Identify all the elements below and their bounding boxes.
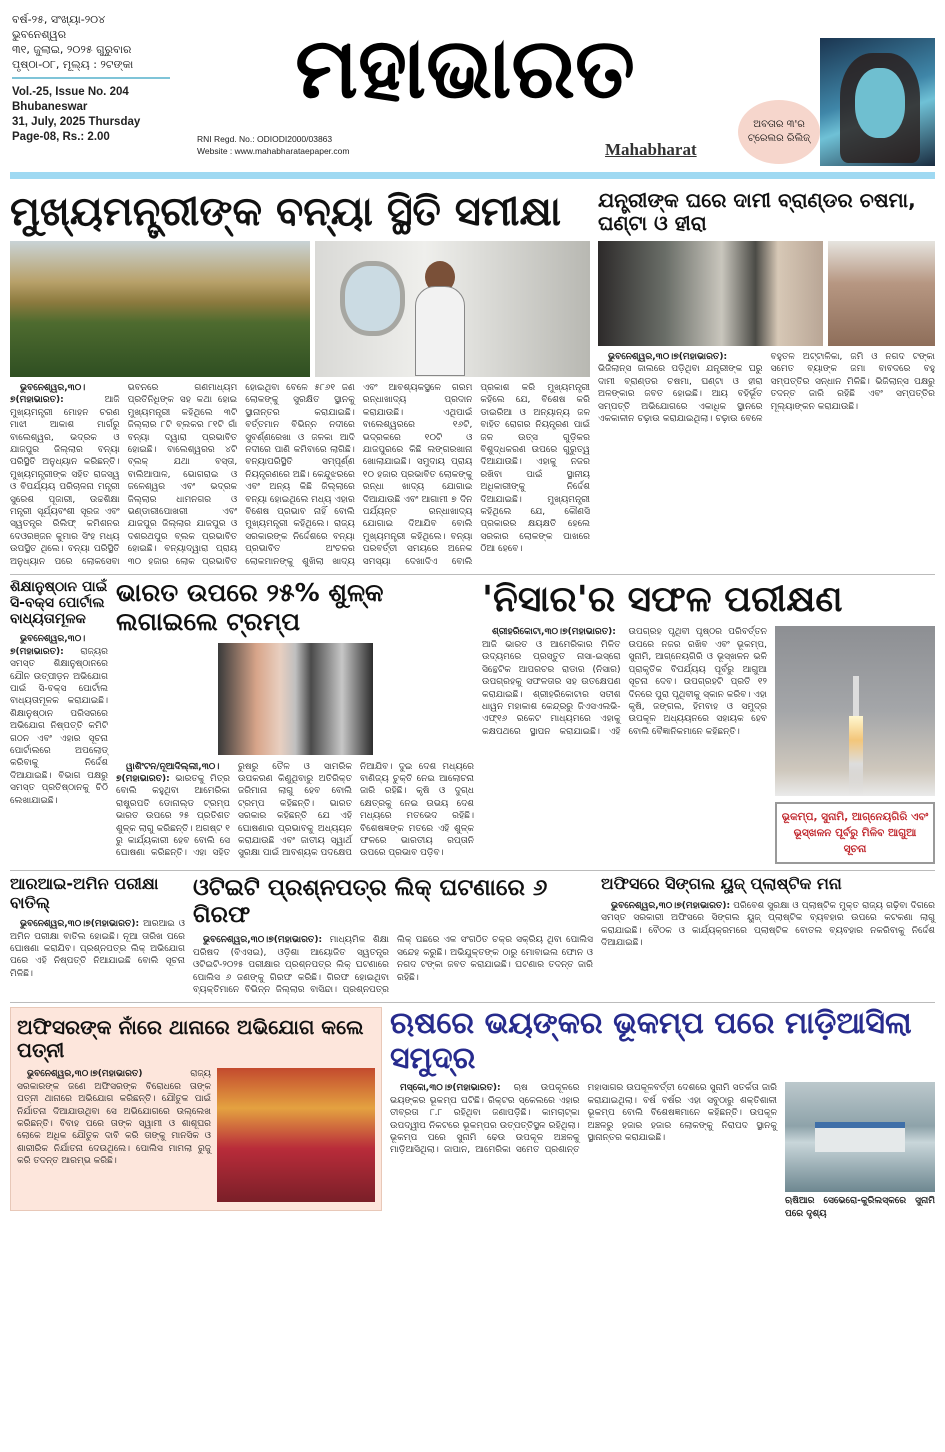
rti-exam-article [10, 875, 185, 980]
cbox-portal-body: ଭୁବନେଶ୍ୱର,୩୦।୭(ମହାଭାରତ): ରାଜ୍ୟର ସମସ୍ତ ଶିକ୍ଷାନୁଷ୍ଠାନରେ ଯୌନ ଉତ୍ପୀଡ଼ନ ଅଭିଯୋଗ ପାଇଁ ସି-ବକ୍ସ ପୋର୍ଟାଲ ବାଧ୍ୟତାମୂଳକ କରାଯାଇଛି। ଶିକ୍ଷାନୁଷ୍ଠାନ ପରିସରରେ ଅଭିଯୋଗ ନିଷ୍ପତ୍ତି କମିଟି ଗଠନ ଏବଂ ଏହାର ସୂଚନା ପୋର୍ଟାଲରେ ଅପଲୋଡ୍ କରିବାକୁ ନିର୍ଦ୍ଦେଶ ଦିଆଯାଇଛି। ବିଭାଗ ପକ୍ଷରୁ ସମସ୍ତ ପ୍ରତିଷ୍ଠାନକୁ ଚିଠି ଲେଖାଯାଇଛି। [10, 634, 108, 806]
row-top-stories [10, 185, 935, 575]
headline-minister-raid: ଯନ୍ତ୍ରୀଙ୍କ ଘରେ ଦାମୀ ବ୍ରାଣ୍ଡର ଚଷମା, ଘଣ୍ଟା ଓ ହୀରା [598, 188, 916, 235]
english-name: Mahabharat [605, 140, 697, 159]
row-brief-stories [10, 871, 935, 1003]
nisar-body-left: ଶ୍ରୀହରିକୋଟା,୩୦।୭(ମହାଭାରତ): ଆଜି ଭାରତ ଓ ଆମେରିକାର ମିଳିତ ଉଦ୍ୟମରେ ପ୍ରସ୍ତୁତ ନାସା-ଇସ୍ରୋ ସିନ୍ଥେଟିକ ଆପରଚର ରାଡାର (ନିସାର) ଉପଗ୍ରହକୁ ସଫଳତାର ସହ ଉତକ୍ଷେପଣ କରାଯାଇଛି। ଶ୍ରୀହରିକୋଟାର ସତୀଶ ଧାୱନ ମହାକାଶ କେନ୍ଦ୍ରରୁ ଜିଏସଏଲଭି-ଏଫ୍୧୬ ରକେଟ ମାଧ୍ୟମରେ ଏହାକୁ କକ୍ଷପଥରେ ସ୍ଥାପନ କରାଯାଇଛି। ଏହି ଉପଗ୍ରହ ପୃଥିବୀ ପୃଷ୍ଠର ପରିବର୍ତ୍ତନ ଉପରେ ନଜର ରଖିବ ଏବଂ ଭୂକମ୍ପ, ସୁନାମି, ଆଗ୍ନେୟଗିରି ଓ ଭୂସ୍ଖଳନ ଭଳି ପ୍ରାକୃତିକ ବିପର୍ଯ୍ୟୟ ପୂର୍ବରୁ ଆଗୁଆ ସୂଚନା ଦେବ। ଉପଗ୍ରହଟି ପ୍ରତି ୧୨ ଦିନରେ ପୁରା ପୃଥିବୀକୁ ସ୍କାନ କରିବ। ଏହା କୃଷି, ଜଙ୍ଗଲ, ହିମବାହ ଓ ସମୁଦ୍ର ଉପକୂଳ ଅଧ୍ୟୟନରେ ସହାୟକ ହେବ ବୋଲି ବୈଜ୍ଞାନିକମାନେ କହିଛନ୍ତି। [482, 627, 767, 737]
cm-flood-article [10, 189, 590, 568]
russia-quake-media [785, 1082, 935, 1220]
russia-quake-caption: ଋଷିଆର ସେଭେରୋ-କୁରିଲସ୍କରେ ସୁନାମି ପରେ ଦୃଶ୍ୟ [785, 1196, 935, 1219]
headline-nisar: 'ନିସାର'ର ସଫଳ ପରୀକ୍ଷଣ [482, 579, 843, 621]
building-photo [828, 241, 935, 346]
rocket-launch-photo [775, 626, 935, 796]
masthead [10, 0, 935, 170]
promo-bubble: ଅବତାର ୩'ର ଟ୍ରେଲର ରିଲିଜ୍ [738, 100, 820, 164]
english-info-line: Page-08, Rs.: 2.00 [12, 131, 110, 143]
single-use-plastic-article [601, 875, 935, 949]
odia-info-line: ପୃଷ୍ଠା-୦୮, ମୂଲ୍ୟ : ୨ଟଙ୍କା [12, 58, 134, 71]
divider [12, 77, 170, 79]
english-info-line: Bhubaneswar [12, 101, 88, 113]
headline-wife-complaint: ଅଫିସରଙ୍କ ନାଁରେ ଥାନାରେ ଅଭିଯୋଗ କଲେ ପତ୍ନୀ [17, 1015, 364, 1063]
cm-helicopter-photo [315, 241, 590, 377]
rti-exam-body: ଭୁବନେଶ୍ୱର,୩୦।୭(ମହାଭାରତ): ଆରଆଇ ଓ ଅମିନ ପରୀକ୍ଷା ବାତିଲ ହୋଇଛି। ନୂଆ ତାରିଖ ପରେ ଘୋଷଣା କରାଯିବ। ପ୍ରଶ୍ନପତ୍ର ଲିକ୍ ଅଭିଯୋଗ ପରେ ଏହି ନିଷ୍ପତ୍ତି ନିଆଯାଇଛି ବୋଲି ସୂଚନା ମିଳିଛି। [10, 919, 185, 979]
nisar-inset-box: ଭୂକମ୍ପ, ସୁନାମି, ଆଗ୍ନେୟଗିରି ଏବଂ ଭୂସ୍ଖଳନ ପୂର୍ବରୁ ମିଳିବ ଆଗୁଆ ସୂଚନା [775, 802, 935, 864]
wedding-photo [217, 1068, 375, 1202]
nisar-article [482, 579, 935, 864]
masthead-info [12, 12, 170, 145]
minister-raid-article [598, 189, 935, 425]
cbox-portal-article [10, 579, 108, 807]
masthead-band [10, 172, 935, 179]
wife-complaint-body-1: ଭୁବନେଶ୍ୱର,୩୦।୭(ମହାଭାରତ) ରାଜ୍ୟ ସରକାରଙ୍କ ଜଣେ ଅଫିସରଙ୍କ ବିରୋଧରେ ତାଙ୍କ ପତ୍ନୀ ଥାନାରେ ଅଭିଯୋଗ କରିଛନ୍ତି। ଯୌତୁକ ପାଇଁ ନିର୍ଯାତନା ଦିଆଯାଉଥିବା ସେ ଅଭିଯୋଗରେ ଉଲ୍ଲେଖ କରିଛନ୍ତି। ବିବାହ ପରେ ତାଙ୍କ ସ୍ୱାମୀ ଓ ଶାଶୂଘର ଲୋକେ ଅଧିକ ଯୌତୁକ ଦାବି କରି ତାଙ୍କୁ ମାନସିକ ଓ ଶାରୀରିକ ନିର୍ଯାତନା ଦେଉଥିଲେ। ପୋଲିସ ମାମଲା ରୁଜୁ କରି ତଦନ୍ତ ଆରମ୍ଭ କରିଛି। [17, 1069, 211, 1167]
russia-quake-body: ମସ୍କୋ,୩୦।୭(ମହାଭାରତ): ଋଷ ଉପକୂଳରେ ଭୟଙ୍କର ଭୂକମ୍ପ ଘଟିଛି। ରିକ୍ଟର ସ୍କେଲରେ ଏହାର ତୀବ୍ରତା ୮.୮ ରହିଥିବା ଜଣାପଡ଼ିଛି। କାମଚାଟ୍କା ଉପଦ୍ୱୀପ ନିକଟରେ ଭୂକମ୍ପର ଉତ୍ପତ୍ତିସ୍ଥଳ ରହିଥିଲା। ଭୂକମ୍ପ ପରେ ସୁନାମି ଢେଉ ଉପକୂଳ ଅଞ୍ଚଳକୁ ମାଡ଼ିଆସିଥିଲା। ଜାପାନ, ଆମେରିକା ସମେତ ପ୍ରଶାନ୍ତ ମହାସାଗର ଉପକୂଳବର୍ତ୍ତୀ ଦେଶରେ ସୁନାମି ସତର୍କତା ଜାରି କରାଯାଇଥିଲା। ବର୍ଷ ବର୍ଷର ଏହା ସବୁଠାରୁ ଶକ୍ତିଶାଳୀ ଭୂକମ୍ପ ବୋଲି ବିଶେଷଜ୍ଞମାନେ କହିଛନ୍ତି। ଉପକୂଳ ଅଞ୍ଚଳରୁ ହଜାର ହଜାର ଲୋକଙ୍କୁ ନିରାପଦ ସ୍ଥାନକୁ ସ୍ଥାନାନ୍ତର କରାଯାଇଛି। [390, 1083, 777, 1156]
headline-single-use-plastic: ଅଫିସରେ ସିଙ୍ଗଲ ୟୁଜ୍ ପ୍ଲାଷ୍ଟିକ ମନା [601, 874, 842, 894]
nisar-media-column [775, 626, 935, 864]
odia-info-line: ୩୧, ଜୁଲାଇ, ୨୦୨୫ ଗୁରୁବାର [12, 43, 132, 56]
seized-jewellery-photo [598, 241, 823, 346]
wife-complaint-box [10, 1007, 382, 1211]
flood-aerial-photo [10, 241, 310, 377]
headline-russia-quake: ଋଷରେ ଭୟଙ୍କର ଭୂକମ୍ପ ପରେ ମାଡ଼ିଆସିଲା ସମୁଦ୍ର [390, 1006, 912, 1076]
headline-cm-flood: ମୁଖ୍ୟମନ୍ତ୍ରୀଙ୍କ ବନ୍ୟା ସ୍ଥିତି ସମୀକ୍ଷା [10, 189, 561, 235]
headline-otet-leak: ଓଟିଇଟି ପ୍ରଶ୍ନପତ୍ର ଲିକ୍ ଘଟଣାରେ ୬ ଗିରଫ [193, 875, 548, 928]
trump-tariff-article [116, 579, 474, 860]
trump-tariff-body: ୱାଶିଂଟନ/ନୂଆଦିଲ୍ଲୀ,୩୦।୭(ମହାଭାରତ): ଭାରତକୁ ମିତ୍ର ବୋଲି କହୁଥିବା ଆମେରିକା ରାଷ୍ଟ୍ରପତି ଡୋନାଲ୍ଡ ଟ୍ରମ୍ପ ଭାରତ ଉପରେ ୨୫ ପ୍ରତିଶତ ଶୁଳ୍କ ଲାଗୁ କରିଛନ୍ତି। ଅଗଷ୍ଟ ୧ ରୁ କାର୍ଯ୍ୟକାରୀ ହେବ ବୋଲି ସେ ଘୋଷଣା କରିଛନ୍ତି। ଏହା ସହିତ ରୁଷରୁ ତୈଳ ଓ ସାମରିକ ଉପକରଣ କିଣୁଥିବାରୁ ଅତିରିକ୍ତ ଜରିମାନା ଲାଗୁ ହେବ ବୋଲି ଟ୍ରମ୍ପ କହିଛନ୍ତି। ଭାରତ ସରକାର କହିଛନ୍ତି ଯେ ଏହି ଘୋଷଣାର ପ୍ରଭାବକୁ ଅଧ୍ୟୟନ କରାଯାଉଛି ଏବଂ ଜାତୀୟ ସ୍ୱାର୍ଥ ସୁରକ୍ଷା ପାଇଁ ଆବଶ୍ୟକ ପଦକ୍ଷେପ ନିଆଯିବ। ଦୁଇ ଦେଶ ମଧ୍ୟରେ ବାଣିଜ୍ୟ ଚୁକ୍ତି ନେଇ ଆଲୋଚନା ଜାରି ରହିଛି। କୃଷି ଓ ଦୁଗ୍ଧ କ୍ଷେତ୍ରକୁ ନେଇ ଉଭୟ ଦେଶ ମଧ୍ୟରେ ମତଭେଦ ରହିଛି। ବିଶେଷଜ୍ଞଙ୍କ ମତରେ ଏହି ଶୁଳ୍କ ଫଳରେ ଭାରତୀୟ ରପ୍ତାନି ଉପରେ ପ୍ରଭାବ ପଡ଼ିବ। [116, 761, 474, 859]
row-bottom-stories [10, 1003, 935, 1226]
english-info-line: 31, July, 2025 Thursday [12, 116, 141, 128]
english-info-line: Vol.-25, Issue No. 204 [12, 86, 129, 98]
newspaper-logo: ମହାଭାରତ [295, 18, 635, 117]
tsunami-photo [785, 1082, 935, 1192]
row-middle-stories [10, 575, 935, 871]
russia-quake-article [390, 1007, 935, 1220]
minister-raid-body: ଭୁବନେଶ୍ୱର,୩୦।୭(ମହାଭାରତ): ଭିଜିଲାନ୍ସ ଜାଲରେ ପଡ଼ିଥିବା ଯନ୍ତ୍ରୀଙ୍କ ଘରୁ ଦାମୀ ବ୍ରାଣ୍ଡର ଚଷମା, ଘଣ୍ଟା ଓ ହୀରା ଅଳଙ୍କାର ଜବତ ହୋଇଛି। ଆୟ ବହିର୍ଭୂତ ସମ୍ପତ୍ତି ଅଭିଯୋଗରେ ଏକାଧିକ ସ୍ଥାନରେ ଏକକାଳୀନ ଚଢ଼ାଉ କରାଯାଇଥିଲା। ଚଢ଼ାଉ ବେଳେ ବହୁତଳ ଅଟ୍ଟାଳିକା, ଜମି ଓ ନଗଦ ଟଙ୍କା ସମେତ ବ୍ୟାଙ୍କ ଜମା ବାବଦରେ ବହୁ ସମ୍ପତ୍ତିର ସନ୍ଧାନ ମିଳିଛି। ଭିଜିଲାନ୍ସ ପକ୍ଷରୁ ତଦନ୍ତ ଜାରି ରହିଛି ଏବଂ ସମ୍ପତ୍ତିର ମୂଲ୍ୟାଙ୍କନ କରାଯାଉଛି। [598, 352, 935, 425]
single-use-plastic-body: ଭୁବନେଶ୍ୱର,୩୦।୭(ମହାଭାରତ): ପରିବେଶ ସୁରକ୍ଷା ଓ ପ୍ଲାଷ୍ଟିକ ମୁକ୍ତ ରାଜ୍ୟ ଗଢ଼ିବା ଦିଗରେ ସମସ୍ତ ସରକାରୀ ଅଫିସରେ ସିଙ୍ଗଲ ୟୁଜ୍ ପ୍ଲାଷ୍ଟିକ ବ୍ୟବହାର ଉପରେ କଟକଣା ଲାଗୁ କରାଯାଇଛି। ବୈଠକ ଓ କାର୍ଯ୍ୟକ୍ରମରେ ପ୍ଲାଷ୍ଟିକ ବୋତଲ ବ୍ୟବହାର ନକରିବାକୁ ନିର୍ଦ୍ଦେଶ ଦିଆଯାଇଛି। [601, 900, 935, 949]
promo-image-avatar [820, 38, 935, 166]
trump-modi-photo [218, 643, 373, 755]
odia-info-line: ବର୍ଷ-୨୫, ସଂଖ୍ୟା-୨୦୪ [12, 13, 106, 26]
headline-trump-tariff: ଭାରତ ଉପରେ ୨୫% ଶୁଳ୍କ ଲଗାଇଲେ ଟ୍ରମ୍ପ [116, 578, 384, 636]
rni-number: RNI Regd. No.: ODIODI2000/03863 [197, 134, 333, 144]
headline-cbox-portal: ଶିକ୍ଷାନୁଷ୍ଠାନ ପାଇଁ ସି-ବକ୍ସ ପୋର୍ଟାଲ ବାଧ୍ୟତାମୂଳକ [10, 579, 108, 628]
website-link[interactable]: Website : www.mahabharataepaper.com [197, 146, 350, 156]
otet-leak-article [193, 875, 593, 996]
registration-info [197, 133, 349, 157]
odia-info-line: ଭୁବନେଶ୍ୱର [12, 28, 67, 41]
headline-rti-exam: ଆରଆଇ-ଅମିନ ପରୀକ୍ଷା ବାତିଲ୍ [10, 874, 159, 912]
otet-leak-body: ଭୁବନେଶ୍ୱର,୩୦।୭(ମହାଭାରତ): ମାଧ୍ୟମିକ ଶିକ୍ଷା ପରିଷଦ (ବିଏସଇ), ଓଡ଼ିଶା ଆୟୋଜିତ ସ୍ୱତନ୍ତ୍ର ଓଟିଇଟି-୨୦୨୫ ପରୀକ୍ଷାର ପ୍ରଶ୍ନପତ୍ର ଲିକ୍ ଘଟଣାରେ ପୋଲିସ ୬ ଜଣଙ୍କୁ ଗିରଫ କରିଛି। ଗିରଫ ହୋଇଥିବା ବ୍ୟକ୍ତିମାନେ ବିଭିନ୍ନ ଜିଲ୍ଲାର ବାସିନ୍ଦା। ପ୍ରଶ୍ନପତ୍ର ଲିକ୍ ପଛରେ ଏକ ସଂଗଠିତ ଚକ୍ର ସକ୍ରିୟ ଥିବା ପୋଲିସ ସନ୍ଦେହ କରୁଛି। ଅଭିଯୁକ୍ତଙ୍କ ଠାରୁ ମୋବାଇଲ ଫୋନ ଓ ନଗଦ ଟଙ୍କା ଜବତ କରାଯାଇଛି। ଘଟଣାର ତଦନ୍ତ ଜାରି ରହିଛି। [193, 935, 593, 995]
cm-flood-body: ଭୁବନେଶ୍ୱର,୩୦।୭(ମହାଭାରତ): ଆଜି ମୁଖ୍ୟମନ୍ତ୍ରୀ ମୋହନ ଚରଣ ମାଝୀ ଆକାଶ ମାର୍ଗରୁ ବାଲେଶ୍ୱର, ଭଦ୍ରକ ଓ ଯାଜପୁର ଜିଲ୍ଲାର ବନ୍ୟା ପରିସ୍ଥିତି ଅନୁଧ୍ୟାନ କରିଛନ୍ତି। ମୁଖ୍ୟମନ୍ତ୍ରୀଙ୍କ ସହିତ ରାଜସ୍ୱ ଓ ବିପର୍ଯ୍ୟୟ ପରିଚାଳନା ମନ୍ତ୍ରୀ ସୁରେଶ ପୂଜାରୀ, ଉଚ୍ଚଶିକ୍ଷା ମନ୍ତ୍ରୀ ସୂର୍ଯ୍ୟବଂଶୀ ସୂରଜ ଏବଂ ସ୍ୱତନ୍ତ୍ର ରିଲିଫ୍ କମିଶନର ଦେଓରଞ୍ଜନ କୁମାର ସିଂହ ମଧ୍ୟ ଉପସ୍ଥିତ ଥିଲେ। ବନ୍ୟା ପରିସ୍ଥିତି ଅନୁଧ୍ୟାନ ପରେ ଲୋକସେବା ଭବନରେ ଗଣମାଧ୍ୟମ ପ୍ରତିନିଧିଙ୍କ ସହ କଥା ହୋଇ ମୁଖ୍ୟମନ୍ତ୍ରୀ କହିଥିଲେ ୩ଟି ଜିଲ୍ଲାର ୮ଟି ବ୍ଲକର ୮୧ଟି ଗାଁ ବନ୍ୟା ଦ୍ୱାରା ପ୍ରଭାବିତ ହୋଇଛି। ବାଲେଶ୍ୱରର ୪ଟି ବ୍ଲକ୍ ଯଥା ବସ୍ତା, ବାଲିଆପାଳ, ଭୋଗରାଇ ଓ ଜଳେଶ୍ୱର ଏବଂ ଭଦ୍ରକ ଜିଲ୍ଲାର ଧାମନଗର ଓ ଭଣ୍ଡାରୀପୋଖରୀ ଏବଂ ଯାଜପୁର ଜିଲ୍ଲାର ଯାଜପୁର ଓ ଦଶରଥପୁର ବ୍ଲକ ପ୍ରଭାବିତ ହୋଇଛି। ବନ୍ୟାଦ୍ୱାରା ପ୍ରାୟ ୩୦ ହଜାର ଲୋକ ପ୍ରଭାବିତ ହୋଇଥିବା ବେଳେ ୫୮୬୧ ଜଣ ଲୋକଙ୍କୁ ସୁରକ୍ଷିତ ସ୍ଥାନକୁ ସ୍ଥାନାନ୍ତର କରାଯାଇଛି। ବର୍ତ୍ତମାନ ବିଭିନ୍ନ ନଦୀରେ ସୁବର୍ଣ୍ଣରେଖା ଓ ଜଳକା ଆଦି ନଦୀରେ ପାଣି କମିବାରେ ଲାଗିଛି। ବନ୍ୟାପରିସ୍ଥିତି ସମ୍ପୂର୍ଣ୍ଣ ନିୟନ୍ତ୍ରଣରେ ଅଛି। କେନ୍ଦୁଝରରେ ଏବଂ ଅନ୍ୟ କିଛି ଜିଲ୍ଲାରେ ବନ୍ୟା ହୋଇଥିଲେ ମଧ୍ୟ ଏହାର ବିଶେଷ ପ୍ରଭାବ ନାହିଁ ବୋଲି ମୁଖ୍ୟମନ୍ତ୍ରୀ କହିଥିଲେ। ରାଜ୍ୟ ସରକାରଙ୍କ ନିର୍ଦ୍ଦେଶରେ ବନ୍ୟା ପ୍ରଭାବିତ ଅଂଚଳର ଲୋକମାନଙ୍କୁ ଶୁଖିଲା ଖାଦ୍ୟ ଏବଂ ଆବଶ୍ୟକସ୍ଥଳେ ଗରମ ରନ୍ଧାଖାଦ୍ୟ ପ୍ରଦାନ କରାଯାଉଛି। ଏଥିପାଇଁ ବାଲେଶ୍ୱରରେ ୧୬ଟି, ଭଦ୍ରକରେ ୧୦ଟି ଓ ଯାଜପୁରରେ କିଛି ଲଙ୍ଗରଖାନା ଖୋଲାଯାଇଛି। ସମୁଦାୟ ପ୍ରାୟ ୧୦ ହଜାର ପ୍ରଭାବିତ ଲୋକଙ୍କୁ ରନ୍ଧା ଖାଦ୍ୟ ଯୋଗାଇ ଦିଆଯାଉଛି ଏବଂ ଆଗାମୀ ୭ ଦିନ ପର୍ଯ୍ୟନ୍ତ ରନ୍ଧାଖାଦ୍ୟ ଯୋଗାଇ ଦିଆଯିବ ବୋଲି ମୁଖ୍ୟମନ୍ତ୍ରୀ କହିଥିଲେ। ବନ୍ୟା ପରବର୍ତ୍ତୀ ସମୟରେ ଅନେକ ସମସ୍ୟା ଦେଖାଦିଏ ବୋଲି ପ୍ରକାଶ କରି ମୁଖ୍ୟମନ୍ତ୍ରୀ କହିଲେ ଯେ, ବିଶେଷ କରି ଡାଇରିଆ ଓ ଅନ୍ୟାନ୍ୟ ଜଳ ବାହିତ ରୋଗର ନିୟନ୍ତ୍ରଣ ପାଇଁ ଜଳ ଉତ୍ସ ଗୁଡ଼ିକର ବିଶୁଦ୍ଧକରଣ ଉପରେ ଗୁରୁତ୍ୱ ଦିଆଯାଉଛି। ଏହାକୁ ନଜର ରଖିବା ପାଇଁ ସ୍ଥାନୀୟ ଅଧିକାରୀଙ୍କୁ ନିର୍ଦ୍ଦେଶ ଦିଆଯାଇଛି। ମୁଖ୍ୟମନ୍ତ୍ରୀ କହିଥିଲେ ଯେ, କୌଣସି ପ୍ରକାରର କ୍ଷୟକ୍ଷତି ହେଲେ ସରକାର ଲୋକଙ୍କ ପାଖରେ ଠିଆ ହେବେ। [10, 383, 590, 567]
